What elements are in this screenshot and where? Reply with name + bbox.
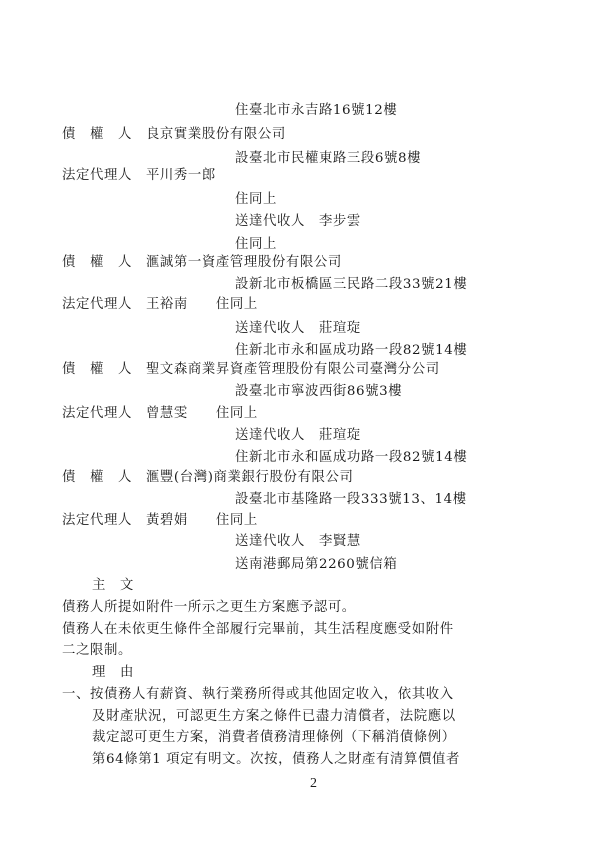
creditor-line: 債 權 人 聖文森商業昇資產管理股份有限公司臺灣分公司 [62,362,440,377]
creditor-line: 債 權 人 滙豐(台灣)商業銀行股份有限公司 [62,470,354,485]
creditor-line: 債 權 人 滙誠第一資產管理股份有限公司 [62,255,342,270]
section-heading-main: 主 文 [92,578,134,593]
address-line: 住同上 [235,192,277,207]
service-agent-line: 送達代收人 李步雲 [235,214,361,229]
service-agent-line: 送達代收人 莊瑄琁 [235,321,361,336]
legal-rep-line: 法定代理人 曾慧雯 住同上 [62,406,258,421]
section-heading-reasons: 理 由 [92,665,134,680]
address-line: 設臺北市寧波西街86號3樓 [235,384,403,399]
reason-text-line: 第64條第1 項定有明文。次按，債務人之財產有清算價值者 [92,752,460,767]
creditor-line: 債 權 人 良京實業股份有限公司 [62,127,286,142]
address-line: 住新北市永和區成功路一段82號14樓 [235,343,468,358]
address-line: 住臺北市永吉路16號12樓 [235,103,398,118]
page-number: 2 [310,776,317,791]
legal-rep-line: 法定代理人 王裕南 住同上 [62,297,258,312]
reason-text-line: 及財產狀況，可認更生方案之條件已盡力清償者，法院應以 [92,709,456,724]
address-line: 設臺北市民權東路三段6號8樓 [235,151,422,166]
address-line: 住新北市永和區成功路一段82號14樓 [235,450,468,465]
service-agent-line: 送達代收人 李賢慧 [235,534,361,549]
service-agent-line: 送達代收人 莊瑄琁 [235,428,361,443]
main-text-line: 債務人在未依更生條件全部履行完畢前，其生活程度應受如附件 [62,622,454,637]
address-line: 住同上 [235,237,277,252]
legal-rep-line: 法定代理人 平川秀一郎 [62,168,216,183]
address-line: 設新北市板橋區三民路二段33號21樓 [235,277,468,292]
main-text-line: 債務人所提如附件一所示之更生方案應予認可。 [62,600,356,615]
legal-rep-line: 法定代理人 黃碧娟 住同上 [62,513,258,528]
address-line: 設臺北市基隆路一段333號13、14樓 [235,492,467,507]
reason-text-line: 裁定認可更生方案，消費者債務清理條例（下稱消債條例） [92,730,456,745]
reason-text-line: 一、按債務人有薪資、執行業務所得或其他固定收入，依其收入 [62,687,454,702]
main-text-line: 二之限制。 [62,643,132,658]
address-line: 送南港郵局第2260號信箱 [235,557,398,572]
